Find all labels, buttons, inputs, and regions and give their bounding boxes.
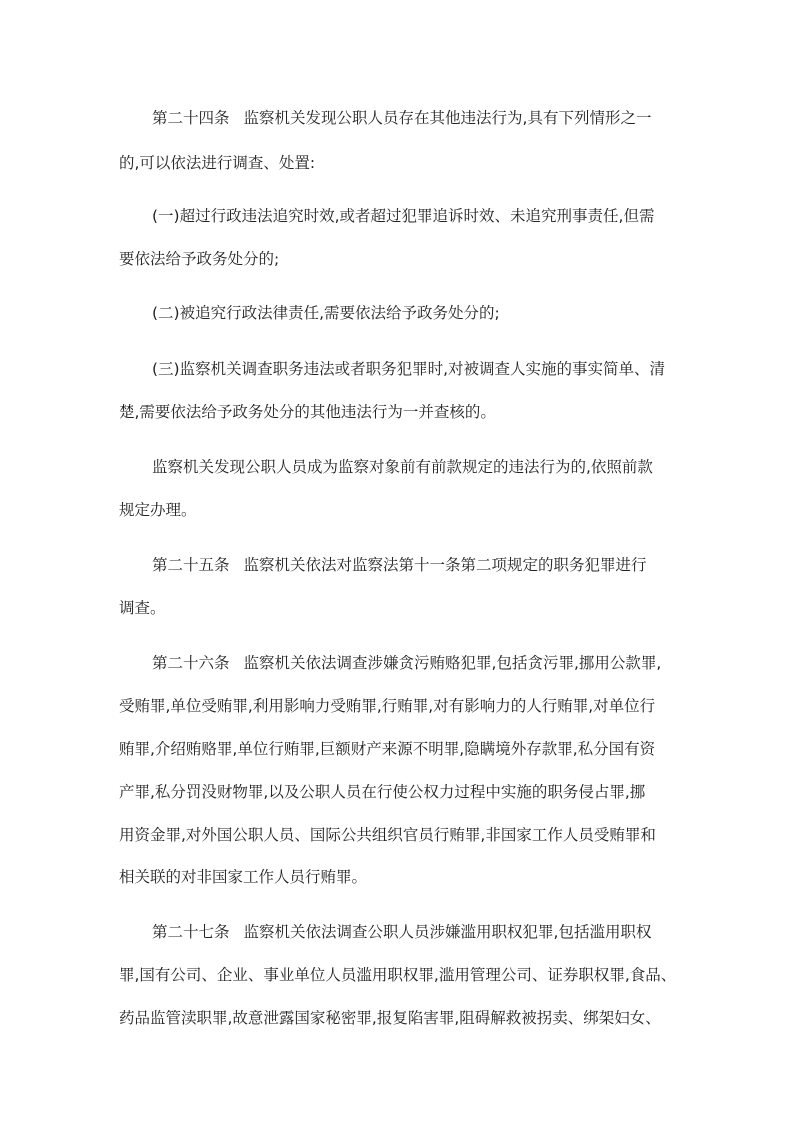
paragraph-line: 药品监管渎职罪,故意泄露国家秘密罪,报复陷害罪,阻碍解救被拐卖、绑架妇女、 — [119, 1009, 661, 1027]
paragraph-line: 规定办理。 — [119, 501, 197, 519]
paragraph-line: (一)超过行政违法追究时效,或者超过犯罪追诉时效、未追究刑事责任,但需 — [152, 207, 655, 225]
article-text: 监察机关依法对监察法第十一条第二项规定的职务犯罪进行 — [243, 556, 647, 574]
article-text: 监察机关依法调查涉嫌贪污贿赂犯罪,包括贪污罪,挪用公款罪, — [243, 654, 662, 672]
paragraph-line: 产罪,私分罚没财物罪,以及公职人员在行使公权力过程中实施的职务侵占罪,挪 — [119, 783, 646, 801]
paragraph-line: 监察机关发现公职人员成为监察对象前有前款规定的违法行为的,依照前款 — [152, 458, 653, 476]
paragraph-line: 罪,国有公司、企业、事业单位人员滥用职权罪,滥用管理公司、证券职权罪,食品、 — [119, 966, 677, 984]
article-text: 监察机关依法调查公职人员涉嫌滥用职权犯罪,包括滥用职权 — [243, 923, 652, 941]
paragraph-line: 调查。 — [119, 599, 166, 617]
article-number: 第二十五条 — [152, 556, 230, 574]
article-number: 第二十六条 — [152, 654, 230, 672]
paragraph-line — [152, 550, 679, 580]
paragraph-line: 贿罪,介绍贿赂罪,单位行贿罪,巨额财产来源不明罪,隐瞒境外存款罪,私分国有资 — [119, 740, 656, 758]
paragraph-line: 受贿罪,单位受贿罪,利用影响力受贿罪,行贿罪,对有影响力的人行贿罪,对单位行 — [119, 697, 656, 715]
article-number: 第二十四条 — [152, 109, 230, 127]
article-number: 第二十七条 — [152, 923, 230, 941]
paragraph-line — [152, 103, 679, 133]
paragraph-line: (二)被追究行政法律责任,需要依法给予政务处分的; — [152, 304, 500, 322]
paragraph-line: 用资金罪,对外国公职人员、国际公共组织官员行贿罪,非国家工作人员受贿罪和 — [119, 826, 656, 844]
paragraph-line: 相关联的对非国家工作人员行贿罪。 — [119, 868, 368, 886]
paragraph-line: 楚,需要依法给予政务处分的其他违法行为一并查核的。 — [119, 403, 496, 421]
article-text: 监察机关发现公职人员存在其他违法行为,具有下列情形之一 — [243, 109, 652, 127]
paragraph-line: 要依法给予政务处分的; — [119, 250, 280, 268]
paragraph-line: 的,可以依法进行调查、处置: — [119, 154, 316, 172]
paragraph-line — [152, 917, 679, 947]
paragraph-line: (三)监察机关调查职务违法或者职务犯罪时,对被调查人实施的事实简单、清 — [152, 360, 666, 378]
paragraph-line — [152, 648, 679, 678]
